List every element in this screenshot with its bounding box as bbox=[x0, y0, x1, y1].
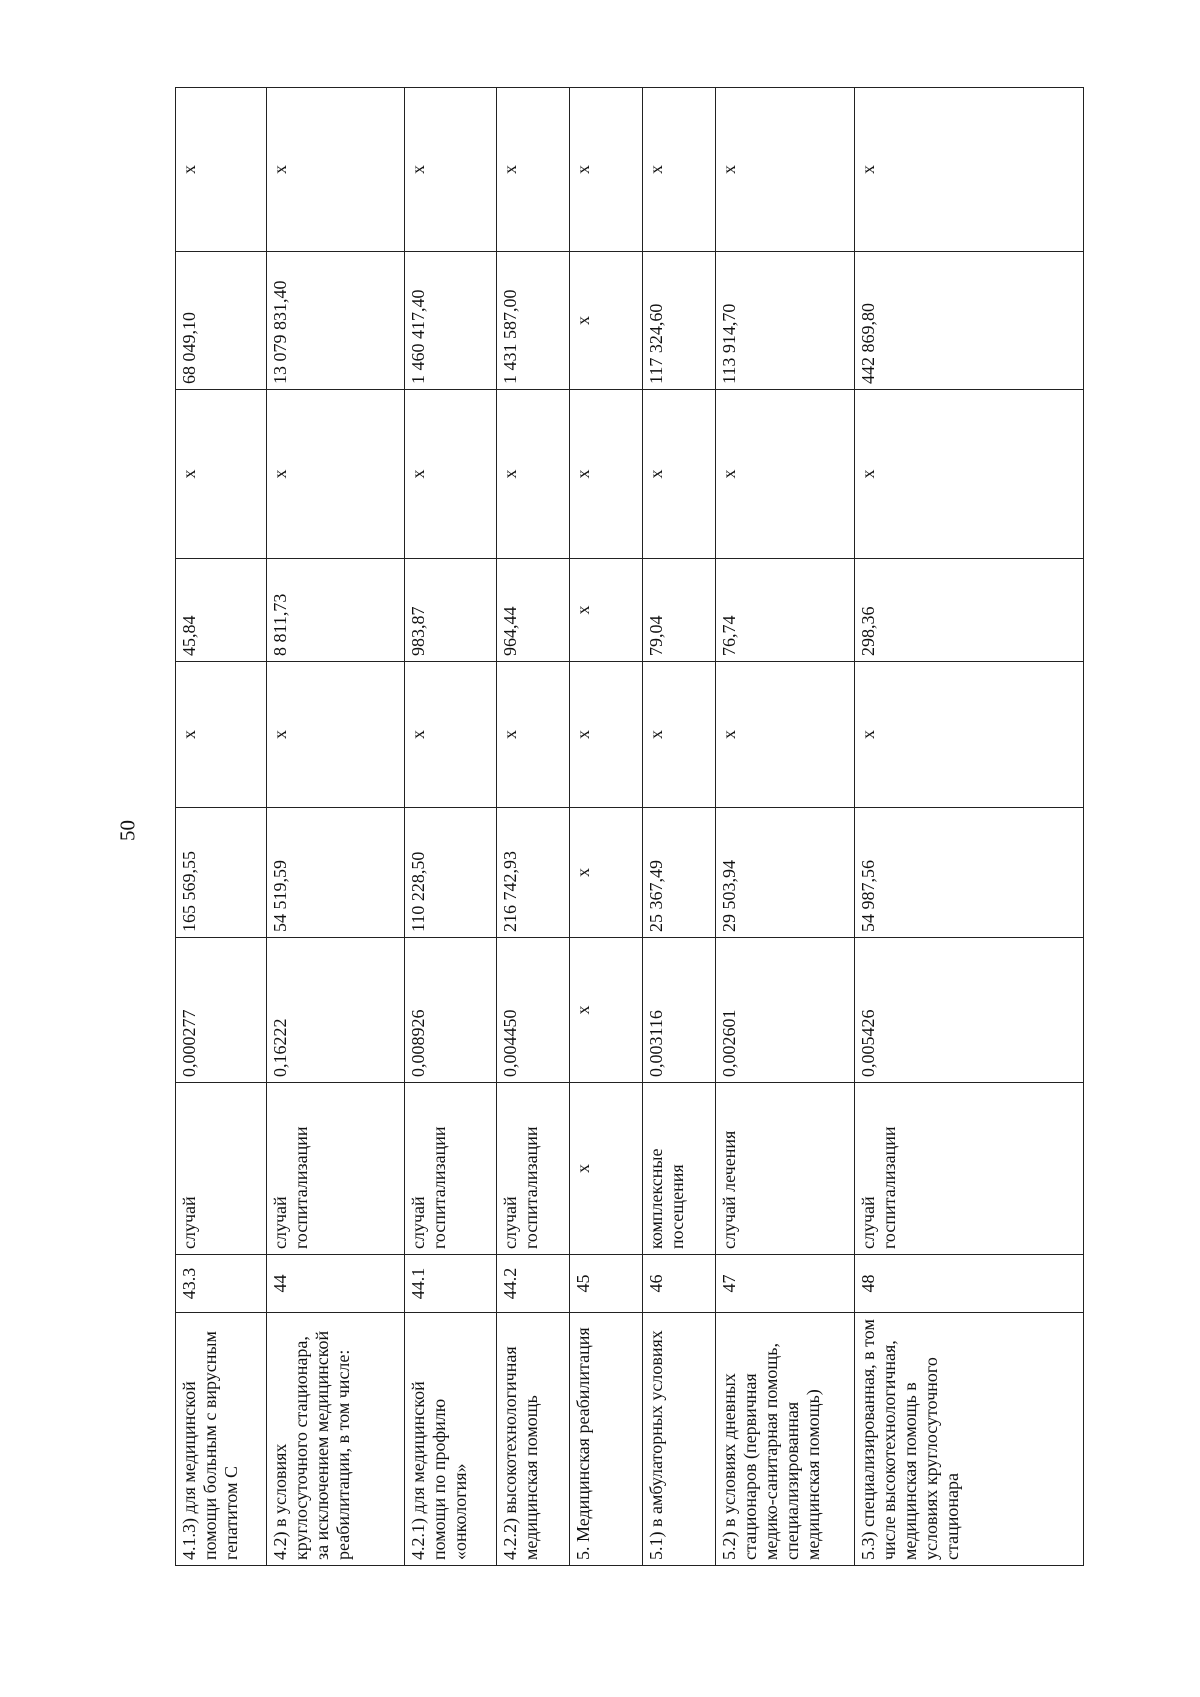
norm-cell: х bbox=[570, 938, 643, 1083]
col10-cell: х bbox=[497, 88, 570, 252]
row-code-cell: 48 bbox=[855, 1255, 1084, 1313]
col9-cell: 117 324,60 bbox=[643, 252, 716, 390]
col9-cell: 13 079 831,40 bbox=[267, 252, 405, 390]
table-row bbox=[497, 88, 570, 1566]
col6-cell: х bbox=[643, 662, 716, 808]
norm-cell: 0,003116 bbox=[643, 938, 716, 1083]
cost-cell: 54 987,56 bbox=[855, 808, 1084, 938]
norm-cell: 0,005426 bbox=[855, 938, 1084, 1083]
row-name-cell: 4.2) в условиях круглосуточного стационара, за исключением медицинской реабилитации, в том числе: bbox=[267, 1313, 405, 1566]
row-code-cell: 46 bbox=[643, 1255, 716, 1313]
row-name-cell: 5.1) в амбулаторных условиях bbox=[643, 1313, 716, 1566]
unit-cell: случай лечения bbox=[716, 1083, 855, 1255]
col10-cell: х bbox=[570, 88, 643, 252]
norm-cell: 0,004450 bbox=[497, 938, 570, 1083]
cost-cell: 29 503,94 bbox=[716, 808, 855, 938]
col8-cell: х bbox=[855, 390, 1084, 559]
table-row bbox=[855, 88, 1084, 1566]
col7-cell: 983,87 bbox=[405, 559, 497, 662]
col8-cell: х bbox=[176, 390, 267, 559]
col10-cell: х bbox=[855, 88, 1084, 252]
rotated-table-container bbox=[175, 88, 1083, 1566]
cost-cell: х bbox=[570, 808, 643, 938]
table-row bbox=[716, 88, 855, 1566]
table-row bbox=[405, 88, 497, 1566]
col8-cell: х bbox=[570, 390, 643, 559]
col6-cell: х bbox=[855, 662, 1084, 808]
col6-cell: х bbox=[405, 662, 497, 808]
col8-cell: х bbox=[643, 390, 716, 559]
col10-cell: х bbox=[643, 88, 716, 252]
table-body bbox=[176, 88, 1084, 1566]
cost-cell: 25 367,49 bbox=[643, 808, 716, 938]
col6-cell: х bbox=[570, 662, 643, 808]
row-name-cell: 4.2.2) высокотехнологичная медицинская помощь bbox=[497, 1313, 570, 1566]
row-name-cell: 5.2) в условиях дневных стационаров (первичная медико-санитарная помощь, специализированная медицинская помощь) bbox=[716, 1313, 855, 1566]
col9-cell: 113 914,70 bbox=[716, 252, 855, 390]
col8-cell: х bbox=[497, 390, 570, 559]
row-name-cell: 4.2.1) для медицинской помощи по профилю «онкология» bbox=[405, 1313, 497, 1566]
data-table bbox=[175, 87, 1084, 1566]
col10-cell: х bbox=[176, 88, 267, 252]
row-code-cell: 45 bbox=[570, 1255, 643, 1313]
col7-cell: 298,36 bbox=[855, 559, 1084, 662]
row-name-cell: 4.1.3) для медицинской помощи больным с вирусным гепатитом С bbox=[176, 1313, 267, 1566]
col7-cell: 45,84 bbox=[176, 559, 267, 662]
cost-cell: 216 742,93 bbox=[497, 808, 570, 938]
row-name-cell: 5. Медицинская реабилитация bbox=[570, 1313, 643, 1566]
row-code-cell: 47 bbox=[716, 1255, 855, 1313]
col10-cell: х bbox=[405, 88, 497, 252]
unit-cell: х bbox=[570, 1083, 643, 1255]
table-row bbox=[643, 88, 716, 1566]
col7-cell: 79,04 bbox=[643, 559, 716, 662]
col9-cell: 1 460 417,40 bbox=[405, 252, 497, 390]
col6-cell: х bbox=[716, 662, 855, 808]
cost-cell: 165 569,55 bbox=[176, 808, 267, 938]
unit-cell: случай госпитализации bbox=[855, 1083, 1084, 1255]
col7-cell: х bbox=[570, 559, 643, 662]
col8-cell: х bbox=[716, 390, 855, 559]
norm-cell: 0,002601 bbox=[716, 938, 855, 1083]
unit-cell: случай госпитализации bbox=[267, 1083, 405, 1255]
col8-cell: х bbox=[267, 390, 405, 559]
row-code-cell: 43.3 bbox=[176, 1255, 267, 1313]
col7-cell: 76,74 bbox=[716, 559, 855, 662]
table-row bbox=[570, 88, 643, 1566]
unit-cell: случай госпитализации bbox=[405, 1083, 497, 1255]
cost-cell: 110 228,50 bbox=[405, 808, 497, 938]
col8-cell: х bbox=[405, 390, 497, 559]
unit-cell: случай bbox=[176, 1083, 267, 1255]
col7-cell: 964,44 bbox=[497, 559, 570, 662]
row-code-cell: 44 bbox=[267, 1255, 405, 1313]
row-code-cell: 44.1 bbox=[405, 1255, 497, 1313]
table-row bbox=[176, 88, 267, 1566]
norm-cell: 0,000277 bbox=[176, 938, 267, 1083]
col9-cell: 68 049,10 bbox=[176, 252, 267, 390]
col6-cell: х bbox=[497, 662, 570, 808]
unit-cell: комплексные посещения bbox=[643, 1083, 716, 1255]
cost-cell: 54 519,59 bbox=[267, 808, 405, 938]
col9-cell: 442 869,80 bbox=[855, 252, 1084, 390]
col7-cell: 8 811,73 bbox=[267, 559, 405, 662]
page-number: 50 bbox=[115, 820, 140, 841]
col6-cell: х bbox=[176, 662, 267, 808]
col10-cell: х bbox=[267, 88, 405, 252]
unit-cell: случай госпитализации bbox=[497, 1083, 570, 1255]
norm-cell: 0,16222 bbox=[267, 938, 405, 1083]
col9-cell: х bbox=[570, 252, 643, 390]
col9-cell: 1 431 587,00 bbox=[497, 252, 570, 390]
row-name-cell: 5.3) специализированная, в том числе высокотехнологичная, медицинская помощь в условиях круглосуточного стационара bbox=[855, 1313, 1084, 1566]
norm-cell: 0,008926 bbox=[405, 938, 497, 1083]
table-row bbox=[267, 88, 405, 1566]
col10-cell: х bbox=[716, 88, 855, 252]
col6-cell: х bbox=[267, 662, 405, 808]
row-code-cell: 44.2 bbox=[497, 1255, 570, 1313]
